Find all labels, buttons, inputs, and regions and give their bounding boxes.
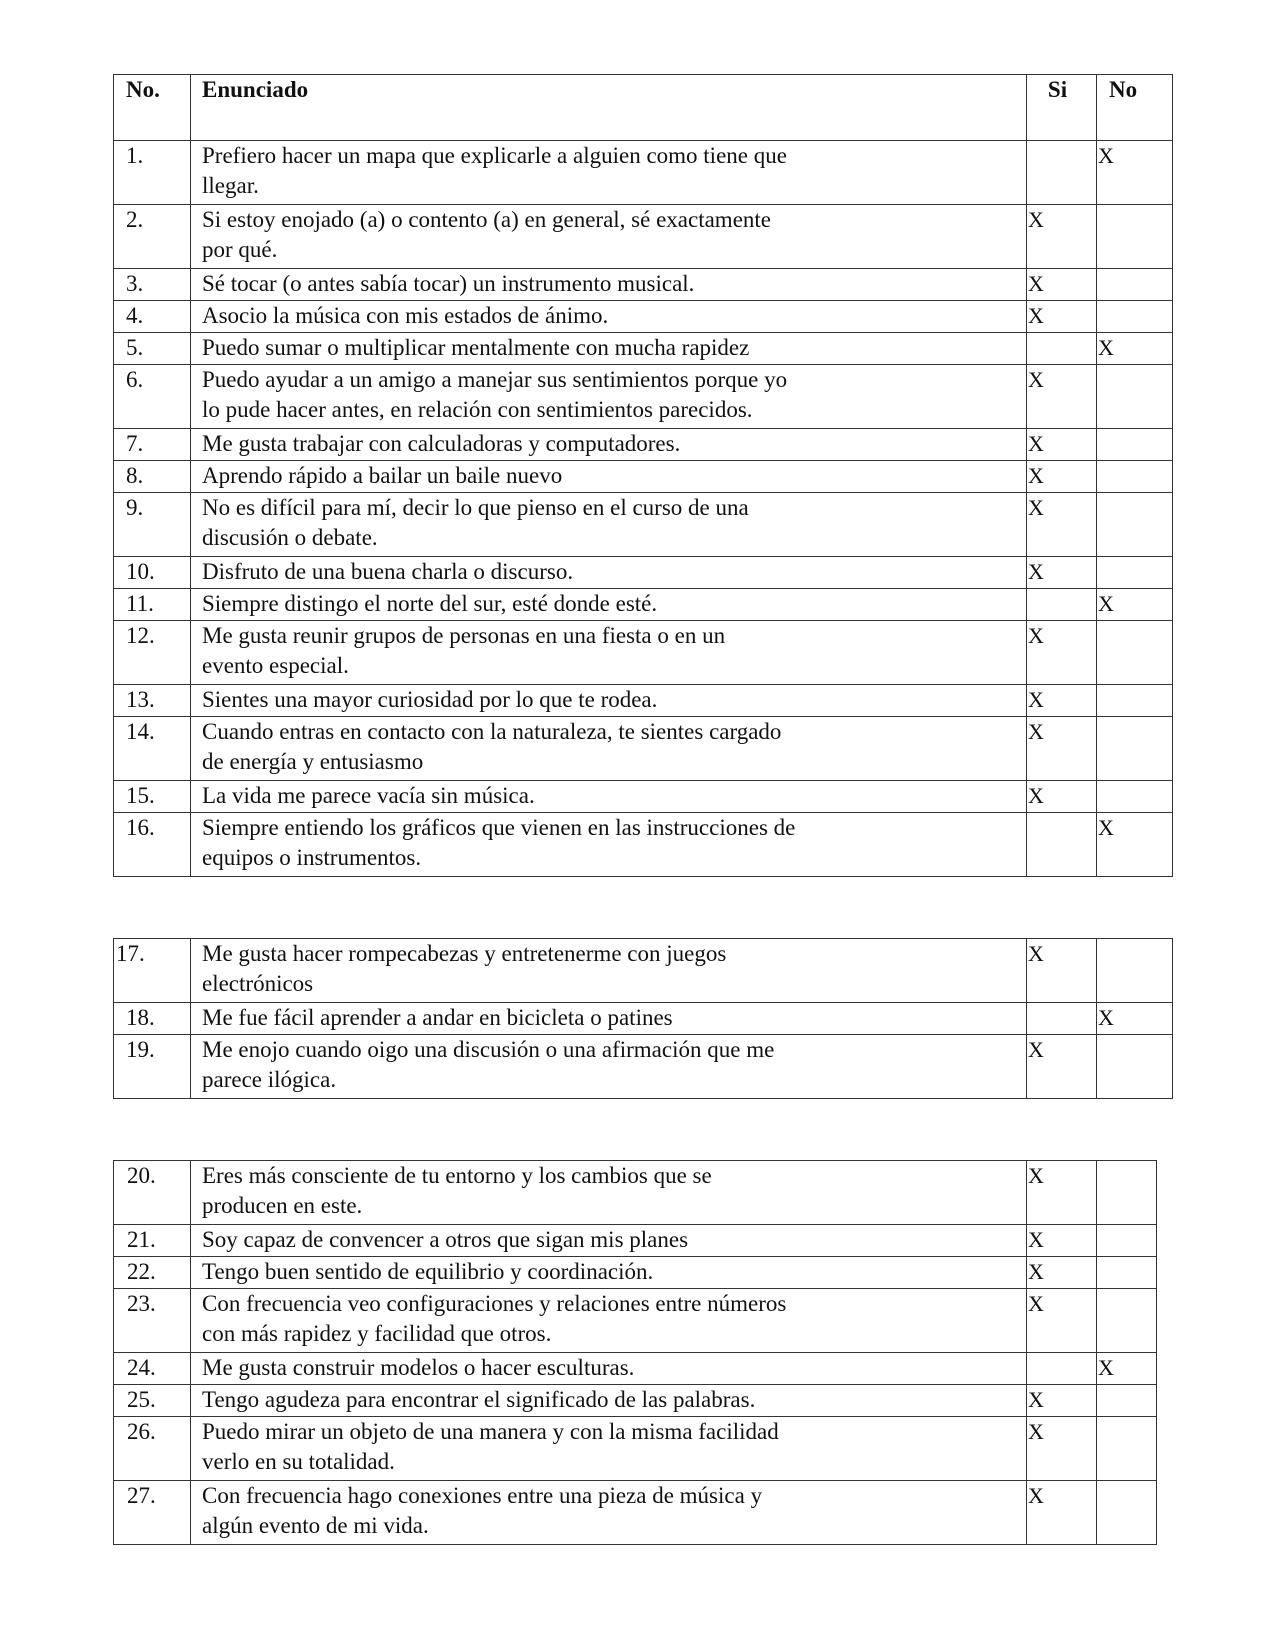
answer-no-mark: X <box>1097 813 1173 877</box>
answer-si-mark <box>1027 813 1097 877</box>
item-statement <box>191 621 1027 685</box>
answer-si-mark: X <box>1027 1417 1097 1481</box>
statement-line: discusión o debate. <box>202 525 378 550</box>
answer-no-mark <box>1097 717 1173 781</box>
table-row <box>114 1225 1157 1257</box>
answer-no-mark <box>1097 557 1173 589</box>
table-row <box>114 365 1173 429</box>
item-number: 1. <box>114 141 191 205</box>
item-statement <box>191 333 1027 365</box>
item-statement <box>191 1035 1027 1099</box>
statement-line: verlo en su totalidad. <box>202 1449 395 1474</box>
item-statement <box>191 1417 1027 1481</box>
item-statement <box>191 1289 1027 1353</box>
answer-no-mark: X <box>1097 141 1173 205</box>
item-number: 22. <box>114 1257 191 1289</box>
item-statement <box>191 429 1027 461</box>
statement-line: Siempre entiendo los gráficos que vienen en las instrucciones de <box>202 815 796 840</box>
answer-no-mark <box>1097 365 1173 429</box>
item-statement <box>191 1353 1027 1385</box>
item-number: 16. <box>114 813 191 877</box>
statement-line: Cuando entras en contacto con la naturaleza, te sientes cargado <box>202 719 782 744</box>
statement-line: parece ilógica. <box>202 1067 337 1092</box>
item-number: 11. <box>114 589 191 621</box>
header-no: No. <box>114 75 191 141</box>
item-statement <box>191 1257 1027 1289</box>
item-statement <box>191 493 1027 557</box>
statement-line: Sientes una mayor curiosidad por lo que te rodea. <box>202 687 658 712</box>
answer-si-mark: X <box>1027 781 1097 813</box>
statement-line: Puedo sumar o multiplicar mentalmente con mucha rapidez <box>202 335 750 360</box>
table-row <box>114 781 1173 813</box>
table-1-body <box>114 75 1173 877</box>
item-number: 24. <box>114 1353 191 1385</box>
answer-si-mark: X <box>1027 1385 1097 1417</box>
answer-no-mark: X <box>1097 589 1173 621</box>
statement-line: con más rapidez y facilidad que otros. <box>202 1321 552 1346</box>
answer-no-mark <box>1097 939 1173 1003</box>
statement-line: No es difícil para mí, decir lo que pienso en el curso de una <box>202 495 749 520</box>
item-number: 3. <box>114 269 191 301</box>
answer-si-mark: X <box>1027 461 1097 493</box>
item-statement <box>191 1161 1027 1225</box>
statement-line: Con frecuencia veo configuraciones y relaciones entre números <box>202 1291 787 1316</box>
item-number: 15. <box>114 781 191 813</box>
item-statement <box>191 461 1027 493</box>
table-row <box>114 269 1173 301</box>
statement-line: por qué. <box>202 237 278 262</box>
item-statement <box>191 141 1027 205</box>
statement-line: lo pude hacer antes, en relación con sentimientos parecidos. <box>202 397 753 422</box>
answer-si-mark: X <box>1027 493 1097 557</box>
item-statement <box>191 813 1027 877</box>
table-row <box>114 1035 1173 1099</box>
answer-no-mark <box>1097 429 1173 461</box>
table-row <box>114 717 1173 781</box>
statement-line: Me gusta hacer rompecabezas y entretenerme con juegos <box>202 941 727 966</box>
answer-no-mark <box>1097 1481 1157 1545</box>
statement-line: Me gusta trabajar con calculadoras y computadores. <box>202 431 681 456</box>
item-number: 2. <box>114 205 191 269</box>
item-statement <box>191 589 1027 621</box>
questionnaire-table-3 <box>113 1160 1157 1545</box>
header-row <box>114 75 1173 141</box>
item-statement <box>191 365 1027 429</box>
answer-si-mark: X <box>1027 1225 1097 1257</box>
item-statement <box>191 557 1027 589</box>
answer-si-mark: X <box>1027 365 1097 429</box>
table-3-body <box>114 1161 1157 1545</box>
table-row <box>114 621 1173 685</box>
answer-si-mark: X <box>1027 557 1097 589</box>
answer-no-mark <box>1097 1257 1157 1289</box>
statement-line: Si estoy enojado (a) o contento (a) en general, sé exactamente <box>202 207 772 232</box>
answer-si-mark: X <box>1027 1289 1097 1353</box>
answer-si-mark: X <box>1027 1161 1097 1225</box>
answer-no-mark <box>1097 1289 1157 1353</box>
item-number: 23. <box>114 1289 191 1353</box>
statement-line: electrónicos <box>202 971 314 996</box>
header-statement: Enunciado <box>191 75 1027 141</box>
answer-si-mark: X <box>1027 269 1097 301</box>
answer-si-mark: X <box>1027 939 1097 1003</box>
table-row <box>114 557 1173 589</box>
answer-si-mark: X <box>1027 685 1097 717</box>
answer-no-mark: X <box>1097 1353 1157 1385</box>
item-number: 6. <box>114 365 191 429</box>
item-statement <box>191 939 1027 1003</box>
table-row <box>114 1257 1157 1289</box>
table-row <box>114 1289 1157 1353</box>
answer-no-mark: X <box>1097 1003 1173 1035</box>
answer-si-mark <box>1027 333 1097 365</box>
answer-si-mark: X <box>1027 301 1097 333</box>
answer-si-mark: X <box>1027 621 1097 685</box>
item-statement <box>191 269 1027 301</box>
table-row <box>114 1417 1157 1481</box>
answer-si-mark <box>1027 589 1097 621</box>
item-number: 21. <box>114 1225 191 1257</box>
item-number: 20. <box>114 1161 191 1225</box>
answer-no-mark <box>1097 1161 1157 1225</box>
statement-line: Con frecuencia hago conexiones entre una pieza de música y <box>202 1483 763 1508</box>
statement-line: Asocio la música con mis estados de ánimo. <box>202 303 609 328</box>
statement-line: Tengo agudeza para encontrar el significado de las palabras. <box>202 1387 756 1412</box>
statement-line: Puedo ayudar a un amigo a manejar sus sentimientos porque yo <box>202 367 788 392</box>
answer-si-mark <box>1027 141 1097 205</box>
item-number: 27. <box>114 1481 191 1545</box>
statement-line: algún evento de mi vida. <box>202 1513 429 1538</box>
statement-line: Puedo mirar un objeto de una manera y con la misma facilidad <box>202 1419 779 1444</box>
answer-si-mark <box>1027 1003 1097 1035</box>
answer-no-mark <box>1097 205 1173 269</box>
table-row <box>114 301 1173 333</box>
table-row <box>114 589 1173 621</box>
item-statement <box>191 1481 1027 1545</box>
answer-no-mark <box>1097 461 1173 493</box>
answer-si-mark: X <box>1027 1257 1097 1289</box>
answer-no-mark <box>1097 1385 1157 1417</box>
table-row <box>114 493 1173 557</box>
answer-si-mark <box>1027 1353 1097 1385</box>
item-number: 14. <box>114 717 191 781</box>
table-row <box>114 333 1173 365</box>
statement-line: evento especial. <box>202 653 349 678</box>
item-number: 13. <box>114 685 191 717</box>
statement-line: producen en este. <box>202 1193 363 1218</box>
item-number: 19. <box>114 1035 191 1099</box>
header-si: Si <box>1027 75 1097 141</box>
answer-si-mark: X <box>1027 205 1097 269</box>
statement-line: Siempre distingo el norte del sur, esté donde esté. <box>202 591 658 616</box>
item-statement <box>191 685 1027 717</box>
answer-no-mark <box>1097 493 1173 557</box>
answer-no-mark <box>1097 621 1173 685</box>
answer-no-mark <box>1097 781 1173 813</box>
answer-no-mark: X <box>1097 333 1173 365</box>
item-statement <box>191 1225 1027 1257</box>
statement-line: llegar. <box>202 173 259 198</box>
table-row <box>114 205 1173 269</box>
table-row <box>114 1481 1157 1545</box>
statement-line: de energía y entusiasmo <box>202 749 424 774</box>
answer-no-mark <box>1097 1417 1157 1481</box>
table-row <box>114 1003 1173 1035</box>
table-row <box>114 141 1173 205</box>
table-row <box>114 939 1173 1003</box>
item-statement <box>191 301 1027 333</box>
statement-line: equipos o instrumentos. <box>202 845 422 870</box>
header-no-answer: No <box>1097 75 1173 141</box>
answer-no-mark <box>1097 1225 1157 1257</box>
table-2-body <box>114 939 1173 1099</box>
item-number: 9. <box>114 493 191 557</box>
questionnaire-table-2 <box>113 938 1173 1099</box>
item-number: 5. <box>114 333 191 365</box>
item-number: 17. <box>114 939 191 1003</box>
answer-no-mark <box>1097 269 1173 301</box>
item-statement <box>191 1003 1027 1035</box>
answer-no-mark <box>1097 301 1173 333</box>
table-row <box>114 1161 1157 1225</box>
table-row <box>114 685 1173 717</box>
statement-line: Tengo buen sentido de equilibrio y coordinación. <box>202 1259 654 1284</box>
questionnaire-table-1 <box>113 74 1173 877</box>
statement-line: Me gusta construir modelos o hacer esculturas. <box>202 1355 635 1380</box>
answer-no-mark <box>1097 685 1173 717</box>
item-statement <box>191 1385 1027 1417</box>
item-number: 26. <box>114 1417 191 1481</box>
item-statement <box>191 781 1027 813</box>
statement-line: Prefiero hacer un mapa que explicarle a alguien como tiene que <box>202 143 787 168</box>
statement-line: La vida me parece vacía sin música. <box>202 783 535 808</box>
statement-line: Me gusta reunir grupos de personas en una fiesta o en un <box>202 623 726 648</box>
statement-line: Soy capaz de convencer a otros que sigan mis planes <box>202 1227 689 1252</box>
answer-no-mark <box>1097 1035 1173 1099</box>
item-number: 12. <box>114 621 191 685</box>
item-statement <box>191 717 1027 781</box>
statement-line: Me enojo cuando oigo una discusión o una afirmación que me <box>202 1037 775 1062</box>
table-row <box>114 429 1173 461</box>
statement-line: Me fue fácil aprender a andar en bicicleta o patines <box>202 1005 673 1030</box>
table-row <box>114 1353 1157 1385</box>
answer-si-mark: X <box>1027 1035 1097 1099</box>
answer-si-mark: X <box>1027 1481 1097 1545</box>
item-number: 8. <box>114 461 191 493</box>
answer-si-mark: X <box>1027 429 1097 461</box>
table-row <box>114 813 1173 877</box>
item-number: 7. <box>114 429 191 461</box>
statement-line: Disfruto de una buena charla o discurso. <box>202 559 574 584</box>
statement-line: Sé tocar (o antes sabía tocar) un instrumento musical. <box>202 271 695 296</box>
item-statement <box>191 205 1027 269</box>
statement-line: Eres más consciente de tu entorno y los cambios que se <box>202 1163 712 1188</box>
item-number: 4. <box>114 301 191 333</box>
item-number: 18. <box>114 1003 191 1035</box>
item-number: 10. <box>114 557 191 589</box>
table-row <box>114 461 1173 493</box>
table-row <box>114 1385 1157 1417</box>
statement-line: Aprendo rápido a bailar un baile nuevo <box>202 463 563 488</box>
item-number: 25. <box>114 1385 191 1417</box>
answer-si-mark: X <box>1027 717 1097 781</box>
